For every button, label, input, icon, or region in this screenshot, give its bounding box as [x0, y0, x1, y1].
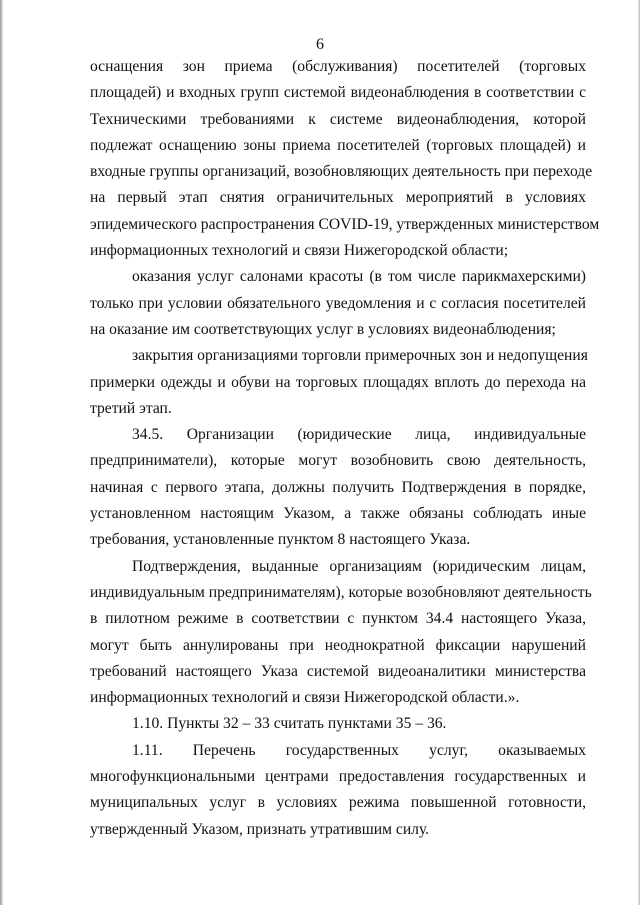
- text-line: муниципальных услуг в условиях режима повышенной готовности,: [90, 794, 586, 812]
- text-line: индивидуальным предпринимателям), которые возобновляют деятельность: [90, 583, 592, 601]
- page-number: 6: [316, 36, 324, 53]
- text-line: информационных технологий и связи Нижегородской области.».: [90, 689, 520, 707]
- text-line: 1.11. Перечень государственных услуг, оказываемых: [132, 741, 586, 759]
- text-line: требования, установленные пунктом 8 настоящего Указа.: [90, 531, 471, 549]
- text-line: примерки одежды и обуви на торговых площадях вплоть до перехода на: [90, 373, 586, 391]
- paragraph-confirmations: [90, 554, 592, 712]
- text-line: многофункциональными центрами предоставления государственных и: [90, 768, 586, 786]
- text-line: Подтверждения, выданные организациям (юридическим лицам,: [132, 557, 586, 575]
- text-line: третий этап.: [90, 399, 172, 417]
- text-line: на первый этап снятия ограничительных мероприятий в условиях: [90, 189, 586, 207]
- text-line: установленном настоящим Указом, а также обязаны соблюдать иные: [90, 505, 586, 523]
- text-line: Техническими требованиями к системе видеонаблюдения, которой: [90, 110, 586, 128]
- text-line: 34.5. Организации (юридические лица, индивидуальные: [132, 426, 586, 444]
- document-body: [90, 54, 600, 843]
- text-line: на оказание им соответствующих услуг в условиях видеонаблюдения;: [90, 320, 556, 338]
- paragraph-fitting-rooms: [90, 343, 586, 422]
- text-line: площадей) и входных групп системой видеонаблюдения в соответствии с: [90, 84, 586, 102]
- paragraph-beauty-salons: [90, 264, 586, 343]
- text-line: начиная с первого этапа, должны получить Подтверждения в порядке,: [90, 478, 586, 496]
- paragraph-1-10: [90, 711, 586, 737]
- text-line: входные группы организаций, возобновляющих деятельность при переходе: [90, 163, 593, 181]
- text-line: оснащения зон приема (обслуживания) посетителей (торговых: [90, 58, 586, 75]
- text-line: требований настоящего Указа системой видеоаналитики министерства: [90, 662, 586, 680]
- paragraph-34-5: [90, 422, 586, 553]
- text-line: предприниматели), которые могут возобновить свою деятельность,: [90, 452, 586, 470]
- scan-edge-left: [0, 0, 3, 905]
- text-line: оказания услуг салонами красоты (в том числе парикмахерскими): [132, 268, 586, 286]
- text-line: в пилотном режиме в соответствии с пунктом 34.4 настоящего Указа,: [90, 610, 586, 628]
- text-line: подлежат оснащению зоны приема посетителей (торговых площадей) и: [90, 136, 586, 154]
- paragraph-equipment-requirements: [90, 54, 600, 264]
- text-line: 1.10. Пункты 32 – 33 считать пунктами 35 – 36.: [132, 715, 447, 733]
- paragraph-1-11: [90, 738, 586, 843]
- text-line: эпидемического распространения COVID-19, утвержденных министерством: [90, 215, 600, 233]
- text-line: закрытия организациями торговли примерочных зон и недопущения: [132, 347, 588, 365]
- text-line: могут быть аннулированы при неоднократной фиксации нарушений: [90, 636, 586, 654]
- text-line: только при условии обязательного уведомления и с согласия посетителей: [90, 294, 586, 312]
- text-line: утвержденный Указом, признать утратившим силу.: [90, 820, 430, 838]
- text-line: информационных технологий и связи Нижегородской области;: [90, 242, 509, 260]
